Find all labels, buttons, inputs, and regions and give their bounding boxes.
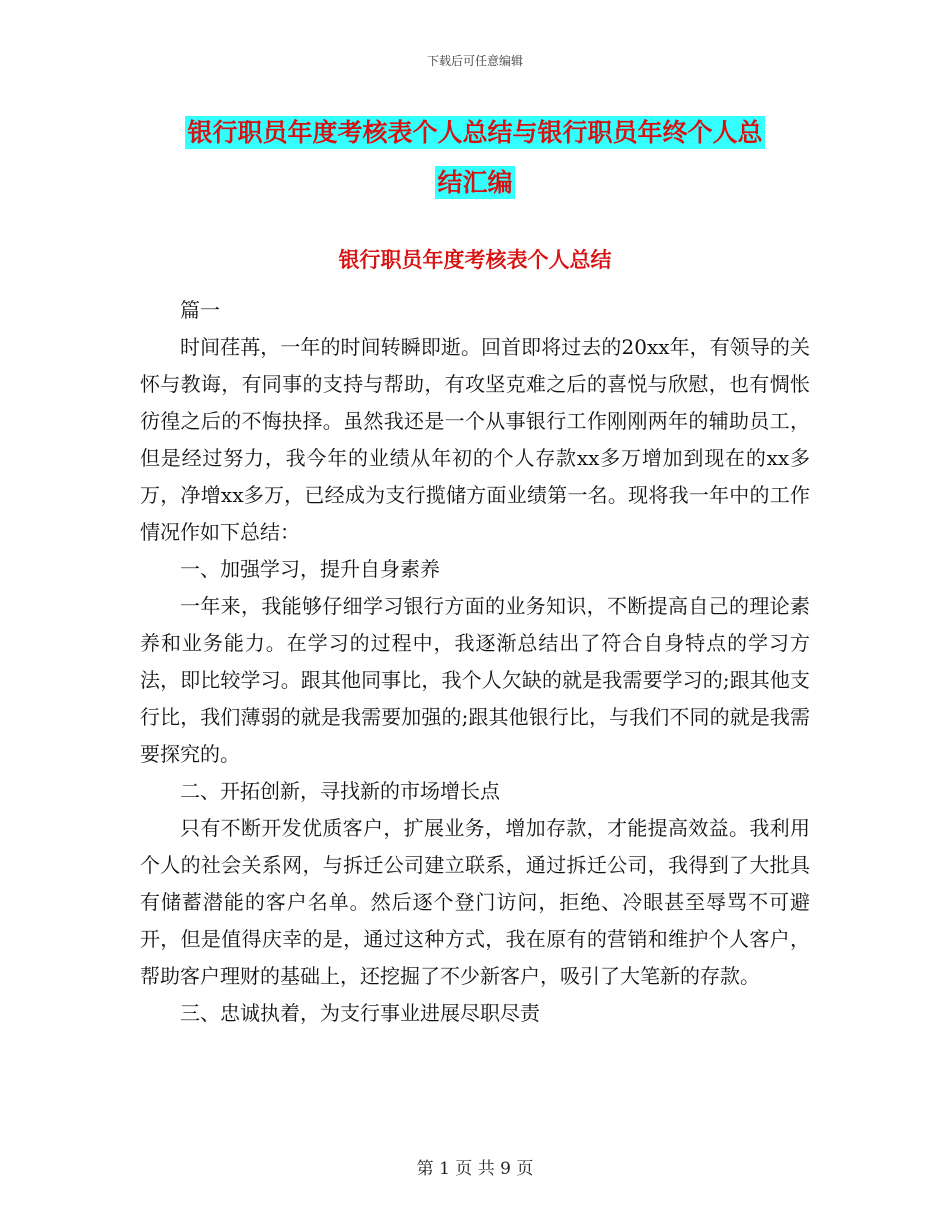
paragraph: 一年来，我能够仔细学习银行方面的业务知识，不断提高自己的理论素养和业务能力。在学习的过程中，我逐渐总结出了符合自身特点的学习方法，即比较学习。跟其他同事比，我个人欠缺的就是我需要学习的;跟其他支行比，我们薄弱的就是我需要加强的;跟其他银行比，与我们不同的就是我需要探究的。 bbox=[140, 594, 810, 766]
paragraph: 篇一 bbox=[180, 298, 220, 322]
document-title bbox=[130, 108, 820, 208]
page-footer: 第 1 页 共 9 页 bbox=[416, 1159, 534, 1179]
title-line-1: 银行职员年度考核表个人总结与银行职员年终个人总 bbox=[187, 118, 763, 147]
section-heading: 二、开拓创新，寻找新的市场增长点 bbox=[180, 779, 500, 803]
document-body bbox=[140, 292, 810, 1032]
section-heading: 三、忠诚执着，为支行事业进展尽职尽责 bbox=[180, 1001, 540, 1025]
title-line-2: 结汇编 bbox=[437, 168, 513, 197]
paragraph: 只有不断开发优质客户，扩展业务，增加存款，才能提高效益。我利用个人的社会关系网，与拆迁公司建立联系，通过拆迁公司，我得到了大批具有储蓄潜能的客户名单。然后逐个登门访问，拒绝、冷眼甚至辱骂不可避开，但是值得庆幸的是，通过这种方式，我在原有的营销和维护个人客户，帮助客户理财的基础上，还挖掘了不少新客户，吸引了大笔新的存款。 bbox=[140, 816, 810, 988]
paragraph: 时间荏苒，一年的时间转瞬即逝。回首即将过去的20xx年，有领导的关怀与教诲，有同事的支持与帮助，有攻坚克难之后的喜悦与欣慰，也有惆怅彷徨之后的不悔抉择。虽然我还是一个从事银行工作刚刚两年的辅助员工，但是经过努力，我今年的业绩从年初的个人存款xx多万增加到现在的xx多万，净增xx多万，已经成为支行揽储方面业绩第一名。现将我一年中的工作情况作如下总结： bbox=[140, 335, 810, 544]
section-heading: 一、加强学习，提升自身素养 bbox=[180, 557, 440, 581]
section-title: 银行职员年度考核表个人总结 bbox=[338, 248, 612, 272]
header-note: 下载后可任意编辑 bbox=[426, 54, 523, 68]
